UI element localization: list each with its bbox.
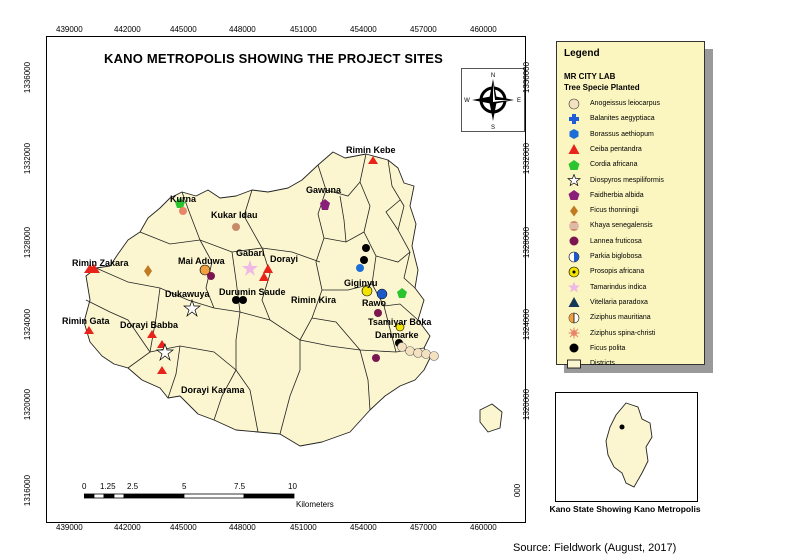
x-tick-label: 448000 bbox=[229, 25, 256, 34]
x-tick-label: 457000 bbox=[410, 523, 437, 532]
site-label-dorayi-babba: Dorayi Babba bbox=[120, 320, 179, 330]
site-label-rimin-kebe: Rimin Kebe bbox=[346, 145, 396, 155]
cross-icon bbox=[567, 113, 581, 125]
y-tick-label: 1316000 bbox=[23, 474, 33, 507]
y-tick-label: 1324000 bbox=[522, 308, 532, 341]
y-tick-label: 1324000 bbox=[23, 308, 33, 341]
site-label-dorayi-karama: Dorayi Karama bbox=[181, 385, 245, 395]
legend-item-label: Ziziphus spina-christi bbox=[590, 329, 656, 337]
x-tick-label: 457000 bbox=[410, 25, 437, 34]
y-tick-label: 1336000 bbox=[522, 61, 532, 94]
circle-icon bbox=[567, 342, 581, 354]
legend-item bbox=[567, 342, 625, 355]
legend-item bbox=[567, 219, 653, 232]
legend-item-label: Ziziphus mauritiana bbox=[590, 314, 651, 322]
north-arrow bbox=[461, 68, 525, 132]
compass-w: W bbox=[464, 98, 470, 104]
site-label-dukawuya: Dukawuya bbox=[165, 289, 210, 299]
ficus-polita-marker bbox=[362, 244, 370, 252]
legend-item bbox=[567, 311, 651, 324]
legend-item-label: Tamarindus indica bbox=[590, 283, 647, 291]
hexagon-icon bbox=[567, 128, 581, 140]
lannea-marker bbox=[372, 354, 380, 362]
lannea-marker bbox=[207, 272, 215, 280]
legend-item-label: Faidherbia albida bbox=[590, 191, 644, 199]
legend-item bbox=[567, 265, 644, 278]
x-tick-label: 460000 bbox=[470, 523, 497, 532]
site-label-giginyu: Giginyu bbox=[344, 278, 378, 288]
legend-item-label: Lannea fruticosa bbox=[590, 237, 642, 245]
site-label-rimin-kira: Rimin Kira bbox=[291, 295, 337, 305]
legend-item bbox=[567, 250, 642, 263]
legend-item-label: Balanites aegyptiaca bbox=[590, 115, 655, 123]
pentagon-icon bbox=[567, 189, 581, 201]
site-label-dorayi: Dorayi bbox=[270, 254, 299, 264]
circle-open-icon bbox=[567, 98, 581, 110]
legend-item-label: Ceiba pentandra bbox=[590, 145, 642, 153]
x-tick-label: 454000 bbox=[350, 523, 377, 532]
map-title: KANO METROPOLIS SHOWING THE PROJECT SITES bbox=[104, 51, 444, 66]
legend-item bbox=[567, 128, 654, 141]
y-tick-label: 1328000 bbox=[23, 226, 33, 259]
scale-tick: 5 bbox=[182, 482, 187, 491]
circle-striped-icon bbox=[567, 220, 581, 232]
legend-item-label: Ficus thonningii bbox=[590, 207, 639, 215]
legend-item-label: Districts bbox=[590, 360, 615, 368]
scale-unit: Kilometers bbox=[296, 500, 334, 509]
borassus-marker bbox=[356, 264, 364, 272]
x-tick-label: 445000 bbox=[170, 523, 197, 532]
y-tick-label: 000 bbox=[513, 483, 523, 498]
star-open-icon bbox=[567, 174, 581, 186]
x-tick-label: 451000 bbox=[290, 25, 317, 34]
anogeissus-marker bbox=[430, 352, 439, 361]
anogeissus-marker bbox=[398, 343, 407, 352]
legend-item bbox=[567, 189, 644, 202]
site-label-danmarke: Danmarke bbox=[375, 330, 419, 340]
y-tick-label: 1328000 bbox=[522, 226, 532, 259]
circle-icon bbox=[567, 235, 581, 247]
anogeissus-marker bbox=[406, 347, 415, 356]
legend-subtitle: Tree Specie Planted bbox=[564, 83, 640, 92]
inset-caption: Kano State Showing Kano Metropolis bbox=[549, 504, 701, 514]
y-tick-label: 1320000 bbox=[23, 388, 33, 421]
pentagon-icon bbox=[567, 159, 581, 171]
site-label-tsamiyar-boka: Tsamiyar Boka bbox=[368, 317, 432, 327]
lannea-marker bbox=[374, 309, 382, 317]
legend-item bbox=[567, 281, 646, 294]
anogeissus-marker bbox=[422, 350, 431, 359]
scale-tick: 0 bbox=[82, 482, 87, 491]
site-label-kurna: Kurna bbox=[170, 194, 197, 204]
site-label-rawo: Rawo bbox=[362, 298, 387, 308]
circle-dot-icon bbox=[567, 266, 581, 278]
site-label-gawuna: Gawuna bbox=[306, 185, 342, 195]
circle-half-icon bbox=[567, 251, 581, 263]
legend-item bbox=[567, 112, 655, 125]
legend-item-label: Khaya senegalensis bbox=[590, 222, 653, 230]
legend-item bbox=[567, 327, 655, 340]
khaya-marker bbox=[179, 207, 187, 215]
legend-item-label: Anogeissus leiocarpus bbox=[590, 100, 661, 107]
scale-tick: 7.5 bbox=[234, 482, 246, 491]
ficus-polita-marker bbox=[232, 296, 240, 304]
legend-subtitle: MR CITY LAB bbox=[564, 72, 616, 81]
source-note: Source: Fieldwork (August, 2017) bbox=[513, 542, 677, 554]
legend-item bbox=[567, 174, 664, 187]
compass-e: E bbox=[516, 98, 522, 104]
legend-item-label: Ficus polita bbox=[590, 344, 626, 352]
scale-bar bbox=[84, 482, 384, 517]
x-tick-label: 460000 bbox=[470, 25, 497, 34]
legend bbox=[556, 41, 705, 368]
x-tick-label: 448000 bbox=[229, 523, 256, 532]
triangle-icon bbox=[567, 296, 581, 308]
site-label-gabari: Gabari bbox=[236, 248, 265, 258]
legend-item-label: Prosopis africana bbox=[590, 268, 645, 276]
y-tick-label: 1320000 bbox=[522, 388, 532, 421]
legend-item-label: Vitellaria paradoxa bbox=[590, 298, 648, 306]
ficus-polita-marker bbox=[360, 256, 368, 264]
legend-item-label: Diospyros mespiliformis bbox=[590, 176, 664, 184]
legend-item bbox=[567, 97, 660, 110]
site-label-rimin-zakara: Rimin Zakara bbox=[72, 258, 129, 268]
legend-item-label: Borassus aethiopum bbox=[590, 130, 654, 138]
legend-title: Legend bbox=[564, 48, 600, 59]
inset-map bbox=[555, 392, 698, 502]
x-tick-label: 439000 bbox=[56, 25, 83, 34]
khaya-marker bbox=[232, 223, 240, 231]
legend-item-label: Cordia africana bbox=[590, 161, 638, 169]
y-tick-label: 1332000 bbox=[23, 142, 33, 175]
legend-item bbox=[567, 204, 639, 217]
diamond-icon bbox=[567, 205, 581, 217]
rect-icon bbox=[567, 358, 581, 370]
legend-item bbox=[567, 143, 642, 156]
circle-split-icon bbox=[567, 312, 581, 324]
scale-tick: 10 bbox=[288, 482, 297, 491]
site-label-rimin-gata: Rimin Gata bbox=[62, 316, 110, 326]
x-tick-label: 439000 bbox=[56, 523, 83, 532]
legend-item bbox=[567, 296, 648, 309]
x-tick-label: 454000 bbox=[350, 25, 377, 34]
x-tick-label: 442000 bbox=[114, 25, 141, 34]
legend-item bbox=[567, 158, 637, 171]
ficus-polita-marker bbox=[239, 296, 247, 304]
compass-s: S bbox=[490, 125, 496, 131]
legend-item bbox=[567, 235, 642, 248]
y-tick-label: 1332000 bbox=[522, 142, 532, 175]
y-tick-label: 1336000 bbox=[23, 61, 33, 94]
scale-tick: 1.25 bbox=[100, 482, 116, 491]
anogeissus-marker bbox=[414, 349, 423, 358]
site-label-durumin-saude: Durumin Saude bbox=[219, 287, 286, 297]
compass-n: N bbox=[490, 73, 496, 79]
x-tick-label: 445000 bbox=[170, 25, 197, 34]
scale-tick: 2.5 bbox=[127, 482, 139, 491]
star-icon bbox=[567, 281, 581, 293]
site-label-mai-aduwa: Mai Aduwa bbox=[178, 256, 225, 266]
x-tick-label: 442000 bbox=[114, 523, 141, 532]
legend-item-label: Parkia biglobosa bbox=[590, 253, 642, 260]
triangle-icon bbox=[567, 143, 581, 155]
x-tick-label: 451000 bbox=[290, 523, 317, 532]
site-label-kukar-idau: Kukar Idau bbox=[211, 210, 258, 220]
legend-item bbox=[567, 357, 615, 370]
starburst-icon bbox=[567, 327, 581, 339]
